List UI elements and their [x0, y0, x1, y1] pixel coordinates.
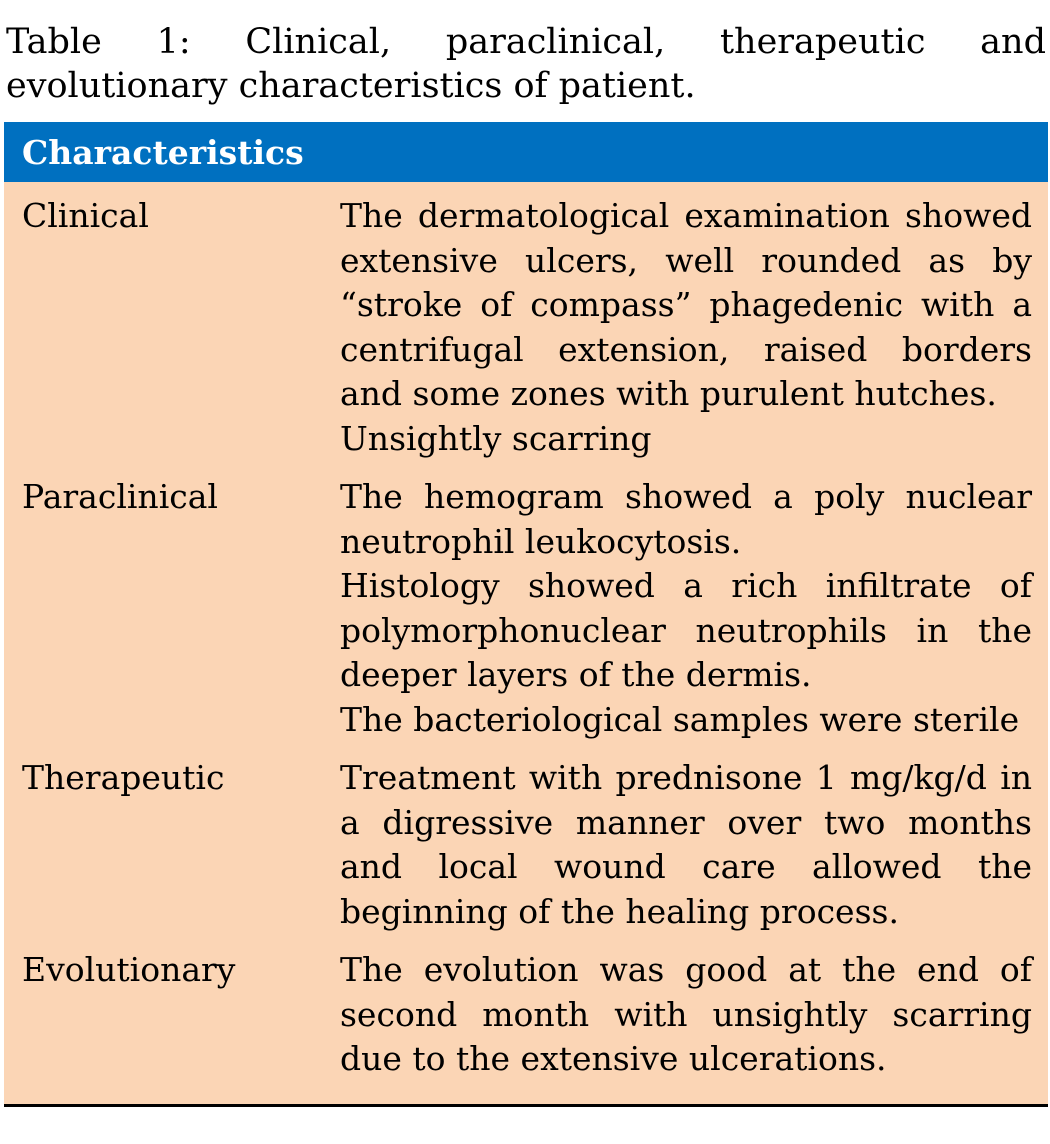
description-paragraph: The evolution was good at the end of second month with unsightly scarring due to the extensive ulcerations.	[340, 950, 1032, 1078]
description-paragraph: Unsightly scarring	[340, 418, 652, 458]
table-caption: Table 1: Clinical, paraclinical, therapeutic and evolutionary characteristics of patient.	[6, 22, 1046, 106]
row-description	[340, 475, 1032, 742]
table-row-clinical	[4, 194, 1048, 461]
table-row-evolutionary	[4, 948, 1048, 1082]
row-label: Therapeutic	[22, 758, 225, 797]
characteristics-table	[4, 122, 1048, 1107]
table-row-paraclinical	[4, 475, 1048, 742]
row-label: Evolutionary	[22, 950, 236, 989]
description-paragraph: The dermatological examination showed extensive ulcers, well rounded as by “stroke of compass” phagedenic with a centrifugal extension, raised borders and some zones with purulent hutches.	[340, 196, 1032, 413]
table-row-therapeutic	[4, 756, 1048, 934]
description-paragraph: Treatment with prednisone 1 mg/kg/d in a digressive manner over two months and local wound care allowed the beginning of the healing process.	[340, 758, 1032, 931]
description-paragraph: Histology showed a rich infiltrate of polymorphonuclear neutrophils in the deeper layers of the dermis.	[340, 566, 1032, 694]
row-label: Paraclinical	[22, 477, 218, 516]
row-description	[340, 194, 1032, 461]
row-label: Clinical	[22, 196, 149, 235]
row-description	[340, 756, 1032, 934]
table-body	[4, 182, 1048, 1107]
table-header-label: Characteristics	[22, 132, 304, 172]
description-paragraph: The hemogram showed a poly nuclear neutrophil leukocytosis.	[340, 477, 1032, 561]
description-paragraph: The bacteriological samples were sterile	[340, 699, 1020, 739]
table-header	[4, 122, 1048, 182]
row-description	[340, 948, 1032, 1082]
